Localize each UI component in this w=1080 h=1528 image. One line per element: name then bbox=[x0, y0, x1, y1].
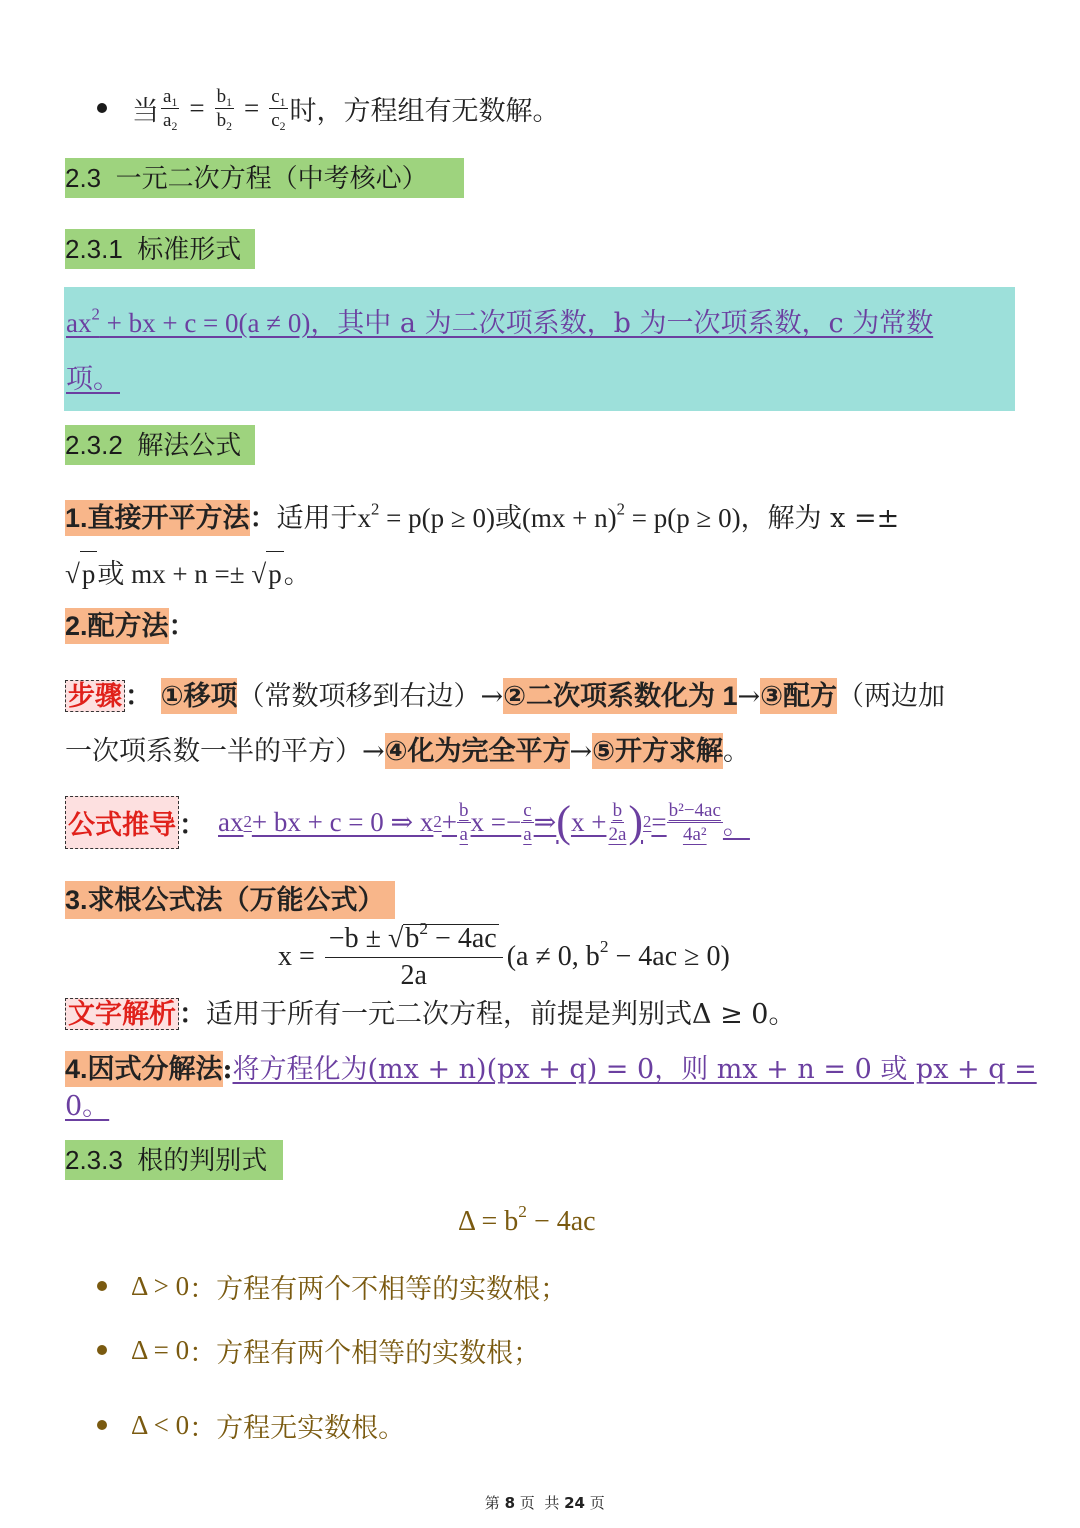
case-item: Δ < 0 ：方程无实数根。 bbox=[97, 1403, 405, 1447]
method1-line1: 1.直接开平方法：适用于$x^2 = p(p \ge 0)$或(mx + n)$^2$ = p(p ≥ 0)，解为 x =± bbox=[65, 499, 900, 534]
method3-line bbox=[65, 880, 395, 920]
fraction-b1-b2: $\frac{b_1}{b_2}$ bbox=[216, 85, 232, 133]
steps-line2: 一次项系数一半的平方）→④化为完全平方→⑤开方求解。 bbox=[65, 729, 750, 773]
quadratic-fraction: $\frac{-b \pm √b^2 - 4ac}{2a}$ bbox=[325, 924, 503, 990]
case-item: Δ > 0 ：方程有两个不相等的实数根； bbox=[97, 1264, 567, 1308]
standard-form-line1: $ax^2$ + bx + c = 0(a ≠ 0)，其中 a 为二次项系数，b 为一次项系数，c 为常数 bbox=[66, 304, 934, 339]
step-4: ④化为完全平方 bbox=[385, 733, 570, 769]
text-analysis-label: 文字解析 bbox=[65, 998, 179, 1030]
derivation-label: 公式推导 bbox=[65, 796, 179, 849]
method2-line: 2.配方法： bbox=[65, 605, 196, 647]
fraction-a1-a2: $\frac{a_1}{a_2}$ bbox=[163, 85, 178, 133]
method4-label: 4.因式分解法 bbox=[65, 1051, 223, 1087]
bullet-prefix: 当 bbox=[132, 95, 159, 127]
case-item: Δ = 0 ：方程有两个相等的实数根； bbox=[97, 1328, 540, 1372]
method1-line2: √p或 mx + n =± √p。 bbox=[65, 551, 311, 595]
standard-form-line2: 项。 bbox=[66, 364, 120, 395]
step-3: ③配方 bbox=[760, 678, 837, 714]
bullet-dot bbox=[97, 1281, 107, 1291]
method4-line1: 4.因式分解法:将方程化为(mx + n)(px + q) = 0，则 mx + n = 0 或 px + q = bbox=[65, 1048, 1037, 1090]
section-heading-2-3: 2.3 一元二次方程（中考核心） bbox=[65, 158, 464, 198]
bullet-dot bbox=[97, 103, 107, 113]
section-heading-2-3-2: 2.3.2 解法公式 bbox=[65, 425, 255, 465]
section-heading-2-3-1: 2.3.1 标准形式 bbox=[65, 229, 255, 269]
bullet-infinite-solutions bbox=[97, 82, 560, 134]
quadratic-condition: (a ≠ 0, $b^2 - 4ac \ge 0$) bbox=[506, 936, 730, 972]
method4-line2: 0。 bbox=[65, 1091, 110, 1122]
bullet-dot bbox=[97, 1345, 107, 1355]
method1-label: 1.直接开平方法 bbox=[65, 500, 250, 536]
steps-line1: 步骤 ： ①移项（常数项移到右边）→②二次项系数化为 1→③配方（两边加 bbox=[65, 674, 945, 718]
bullet-dot bbox=[97, 1420, 107, 1430]
equals-sign: = bbox=[243, 92, 260, 123]
current-page-number: 8 bbox=[504, 1494, 515, 1512]
text-analysis-line: 文字解析 ：适用于所有一元二次方程，前提是判别式Δ ≥ 0。 bbox=[65, 992, 795, 1036]
derivation-formula: ax 2 + bx + c = 0 ⇒ x 2 + $\frac{b}{a}$ x =− $\frac{c}{a}$ ⇒ ( x + $\frac{b}{2a}$ ) 2 = $\frac{\text{b²−4ac}}{\text{4a²}}$ 。 bbox=[218, 797, 750, 846]
method2-label: 2.配方法 bbox=[65, 608, 169, 644]
step-5: ⑤开方求解 bbox=[592, 733, 723, 769]
section-heading-2-3-3: 2.3.3 根的判别式 bbox=[65, 1140, 283, 1180]
equals-sign: = bbox=[189, 92, 205, 123]
bullet-suffix: 时，方程组有无数解。 bbox=[289, 95, 560, 127]
derivation-line: 公式推导 ： ax 2 + bx + c = 0 ⇒ x 2 + $\frac{b}{a}$ x =− $\frac{c}{a}$ ⇒ ( x + $\frac{b}{2a}$ ) 2 = $\frac{\text{b²−4ac}}{\text{4a²}}$ 。 bbox=[65, 788, 750, 856]
step-1: ①移项 bbox=[161, 678, 238, 714]
step-2: ②二次项系数化为 1 bbox=[503, 678, 737, 714]
page-footer: 第 8 页 共 24 页 bbox=[484, 1494, 605, 1512]
steps-label: 步骤 bbox=[65, 680, 125, 712]
method3-label: 3.求根公式法（万能公式） bbox=[65, 881, 395, 919]
quadratic-formula: x = $\frac{-b \pm √b^2 - 4ac}{2a}$ (a ≠ 0, $b^2 - 4ac \ge 0$) bbox=[278, 918, 730, 991]
total-page-count: 24 bbox=[564, 1494, 585, 1512]
standard-form-box bbox=[64, 287, 1015, 411]
discriminant-formula: $\Delta = b^2 - 4ac$ bbox=[458, 1201, 596, 1237]
fraction-c1-c2: $\frac{c_1}{c_2}$ bbox=[271, 85, 286, 133]
